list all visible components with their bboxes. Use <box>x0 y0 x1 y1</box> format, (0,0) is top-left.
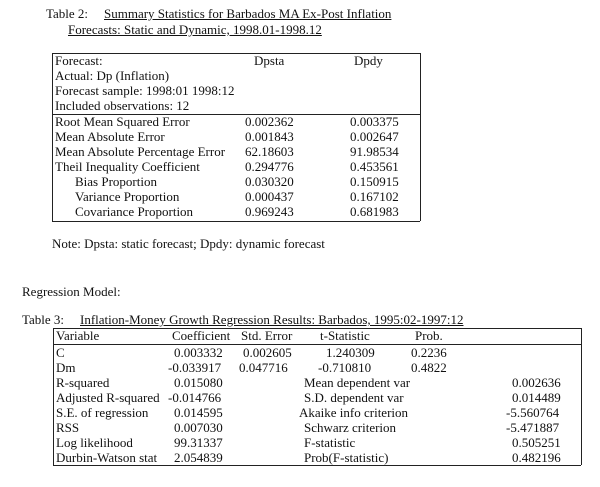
table3-prob: 0.2236 <box>411 345 447 360</box>
table3-stat-value: 2.054839 <box>174 450 223 465</box>
table2-row-dpdy: 0.002647 <box>350 129 399 144</box>
table2-row-dpdy: 0.003375 <box>350 114 399 129</box>
table3-stat-value2: 0.014489 <box>512 390 561 405</box>
table2-row-dpsta: 0.000437 <box>245 189 294 204</box>
table2-row-label: Theil Inequality Coefficient <box>55 159 200 174</box>
table2-row-label: Variance Proportion <box>75 189 180 204</box>
table2-row-dpsta: 62.18603 <box>245 144 294 159</box>
table3-title: Inflation-Money Growth Regression Results: Barbados, 1995:02-1997:12 <box>80 312 464 327</box>
table3-coefficient: 0.003332 <box>174 345 223 360</box>
table2-label: Table 2: <box>46 6 89 21</box>
table3-right-rule <box>581 328 582 465</box>
table2-row-dpdy: 0.150915 <box>350 174 399 189</box>
table2-row-dpsta: 0.002362 <box>245 114 294 129</box>
table2-bottom-rule <box>52 221 420 222</box>
table3-stat-label2: Mean dependent var <box>304 375 411 390</box>
table3-variable: C <box>56 345 65 360</box>
table3-coefficient: -0.033917 <box>168 360 222 375</box>
table3-stat-value2: 0.505251 <box>512 435 561 450</box>
table3-t-statistic: 1.240309 <box>326 345 375 360</box>
table2-row-label: Bias Proportion <box>75 174 157 189</box>
table2-row-dpdy: 0.681983 <box>350 204 399 219</box>
table3-header-std-error: Std. Error <box>241 328 293 343</box>
table2-row-label: Root Mean Squared Error <box>55 114 190 129</box>
table2-row-label: Mean Absolute Error <box>55 129 165 144</box>
table2-meta-sample: Forecast sample: 1998:01 1998:12 <box>55 83 235 98</box>
table3-variable: Dm <box>56 360 76 375</box>
table2-row-label: Covariance Proportion <box>75 204 194 219</box>
table3-stat-value: 99.31337 <box>174 435 223 450</box>
table3-prob: 0.4822 <box>411 360 447 375</box>
regression-heading: Regression Model: <box>22 284 121 299</box>
table3-std-error: 0.047716 <box>239 360 288 375</box>
table2-meta-actual: Actual: Dp (Inflation) <box>55 68 170 83</box>
table3-label: Table 3: <box>22 312 65 327</box>
table3-stat-value2: 0.482196 <box>512 450 561 465</box>
table3-stat-label2: Prob(F-statistic) <box>304 450 389 465</box>
table2-title-line1: Summary Statistics for Barbados MA Ex-Post Inflation <box>104 6 392 21</box>
table3-stat-label: Adjusted R-squared <box>56 390 160 405</box>
table2-row-dpsta: 0.294776 <box>245 159 294 174</box>
table3-stat-label: Log likelihood <box>56 435 133 450</box>
table3-header-t-statistic: t-Statistic <box>320 328 370 343</box>
table2-row-dpsta: 0.030320 <box>245 174 294 189</box>
table3-top-rule <box>53 328 581 329</box>
table2-row-dpdy: 0.453561 <box>350 159 399 174</box>
table3-header-prob: Prob. <box>415 328 443 343</box>
table3-header-rule <box>53 344 581 345</box>
table3-bottom-rule <box>53 465 581 466</box>
table2-right-rule <box>420 53 421 221</box>
table2-col-dpdy: Dpdy <box>354 53 383 68</box>
table2-row-dpdy: 0.167102 <box>350 189 399 204</box>
table3-stat-label: S.E. of regression <box>56 405 149 420</box>
table3-stat-value2: -5.560764 <box>506 405 560 420</box>
table2-row-dpdy: 91.98534 <box>350 144 399 159</box>
table3-header-coefficient: Coefficient <box>172 328 231 343</box>
table2-row-dpsta: 0.001843 <box>245 129 294 144</box>
table2-row-dpsta: 0.969243 <box>245 204 294 219</box>
table3-stat-value: 0.014595 <box>174 405 223 420</box>
table3-stat-label2: Schwarz criterion <box>304 420 397 435</box>
table3-t-statistic: -0.710810 <box>318 360 372 375</box>
table3-stat-value: 0.007030 <box>174 420 223 435</box>
table3-stat-label: Durbin-Watson stat <box>56 450 158 465</box>
table3-header-variable: Variable <box>56 328 100 343</box>
table2-row-label: Mean Absolute Percentage Error <box>55 144 226 159</box>
table2-col-dpsta: Dpsta <box>254 53 285 68</box>
table3-std-error: 0.002605 <box>243 345 292 360</box>
table2-note: Note: Dpsta: static forecast; Dpdy: dynamic forecast <box>52 236 325 251</box>
table3-stat-value: -0.014766 <box>168 390 222 405</box>
table3-stat-value2: 0.002636 <box>512 375 561 390</box>
table3-stat-value: 0.015080 <box>174 375 223 390</box>
table3-stat-value2: -5.471887 <box>506 420 560 435</box>
table3-stat-label: RSS <box>56 420 80 435</box>
table3-stat-label2: S.D. dependent var <box>304 390 404 405</box>
table2-title-line2: Forecasts: Static and Dynamic, 1998.01-1998.12 <box>68 22 322 37</box>
table2-forecast-label: Forecast: <box>55 53 103 68</box>
table2-left-rule <box>52 53 53 221</box>
table3-stat-label: R-squared <box>56 375 110 390</box>
table3-stat-label2: Akaike info criterion <box>299 405 409 420</box>
table3-stat-label2: F-statistic <box>304 435 356 450</box>
table2-meta-observations: Included observations: 12 <box>55 98 190 113</box>
table3-left-rule <box>53 328 54 465</box>
